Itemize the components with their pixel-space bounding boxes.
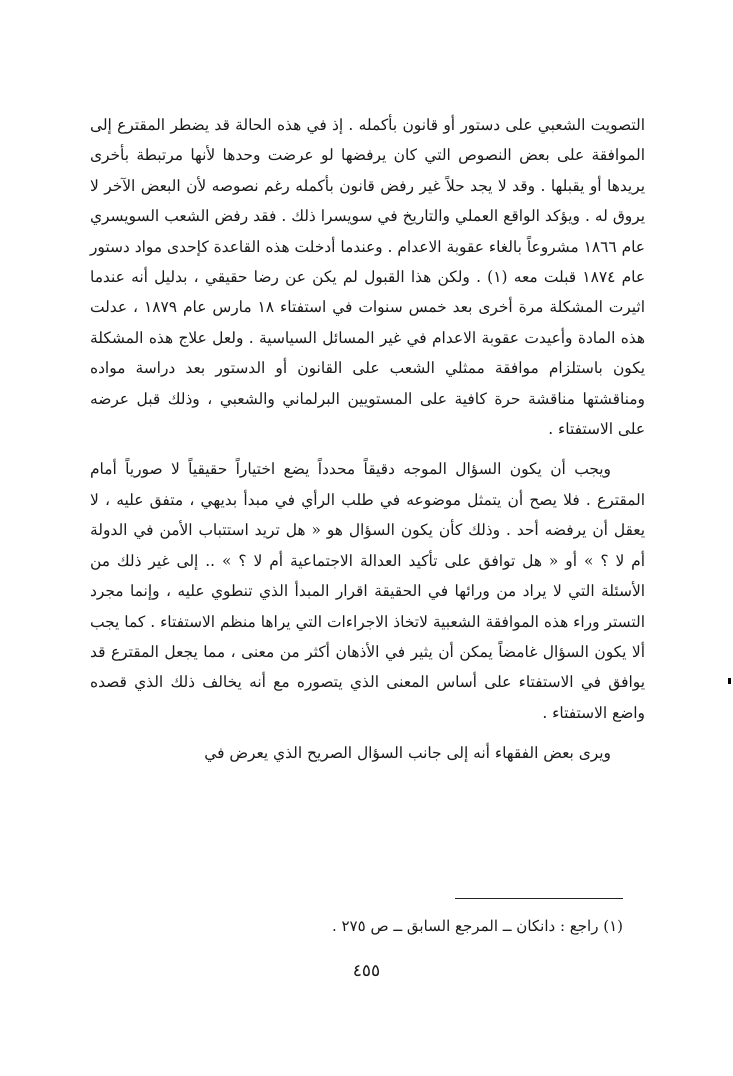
paragraph-1: التصويت الشعبي على دستور أو قانون بأكمله . إذ في هذه الحالة قد يضطر المقترع إلى الموافقة على بعض النصوص التي كان يرفضها لو عرضت وحدها لأنها مرتبطة بأخرى يريدها أو يقبلها . وقد لا يجد حلاً غير رفض قانون بأكمله رغم نصوصه لأن البعض الآخر لا يروق له . ويؤكد الواقع العملي والتاريخ في سويسرا ذلك . فقد رفض الشعب السويسري عام ١٨٦٦ مشروعاً بالغاء عقوبة الاعدام . وعندما أدخلت هذه القاعدة كإحدى مواد دستور عام ١٨٧٤ قبلت معه (١) . ولكن هذا القبول لم يكن عن رضا حقيقي ، بدليل أنه عندما اثيرت المشكلة مرة أخرى بعد خمس سنوات في استفتاء ١٨ مارس عام ١٨٧٩ ، عدلت هذه المادة وأعيدت عقوبة الاعدام في غير المسائل السياسية . ولعل علاج هذه المشكلة يكون باستلزام موافقة ممثلي الشعب على القانون أو الدستور بعد دراسة مواده ومناقشتها مناقشة حرة كافية على المستويين البرلماني والشعبي ، وذلك قبل عرضه على الاستفتاء . <box>90 116 646 439</box>
footnote-divider <box>455 898 623 899</box>
footnote: (١) راجع : دانكان ــ المرجع السابق ــ ص ٢٧٥ . <box>331 917 623 935</box>
scan-speck <box>728 678 731 684</box>
paragraph-3: ويرى بعض الفقهاء أنه إلى جانب السؤال الصريح الذي يعرض في <box>204 744 611 763</box>
paragraph-2: ويجب أن يكون السؤال الموجه دقيقاً محدداً يضع اختياراً حقيقياً لا صورياً أمام المقترع . فلا يصح أن يتمثل موضوعه في طلب الرأي في مبدأ بديهي ، متفق عليه ، لا يعقل أن يرفضه أحد . وذلك كأن يكون السؤال هو « هل تريد استتباب الأمن في الدولة أم لا ؟ » أو « هل توافق على تأكيد العدالة الاجتماعية أم لا ؟ » .. إلى غير ذلك من الأسئلة التي لا يراد من ورائها في الحقيقة اقرار المبدأ الذي تنطوي عليه ، وإنما مجرد التستر وراء هذه الموافقة الشعبية لاتخاذ الاجراءات التي يراها منظم الاستفتاء . كما يجب ألا يكون السؤال غامضاً يمكن أن يثير في الأذهان أكثر من معنى ، مما يجعل المقترع قد يوافق في الاستفتاء على أساس المعنى الذي يتصوره مع أنه يخالف ذلك الذي قصده واضع الاستفتاء . <box>90 460 645 722</box>
page-number: ٤٥٥ <box>352 961 381 981</box>
page-body <box>90 110 645 769</box>
